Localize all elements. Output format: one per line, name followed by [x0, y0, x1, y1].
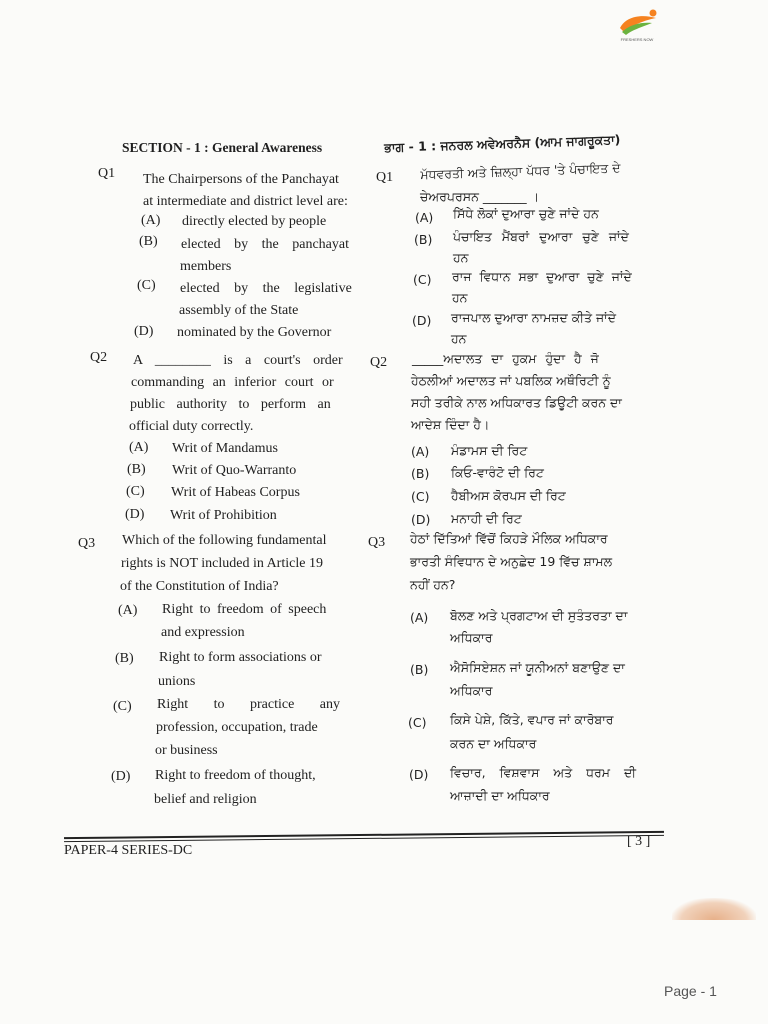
q3-option-c-text-punjabi: ਕਿਸੇ ਪੇਸ਼ੇ, ਕਿੱਤੇ, ਵਪਾਰ ਜਾਂ ਕਾਰੋਬਾਰ: [450, 712, 614, 727]
q1-option-b-text-punjabi: ਪੰਚਾਇਤ ਮੈਂਬਰਾਂ ਦੁਆਰਾ ਚੁਣੇ ਜਾਂਦੇ: [453, 229, 629, 244]
recruitment-logo: [612, 6, 662, 46]
q1-option-d-text-punjabi: ਰਾਜਪਾਲ ਦੁਆਰਾ ਨਾਮਜ਼ਦ ਕੀਤੇ ਜਾਂਦੇ: [451, 310, 616, 325]
q1-question-line-punjabi: ਚੇਅਰਪਰਸਨ _______ ।: [420, 189, 539, 204]
q1-option-d-text: nominated by the Governor: [177, 325, 332, 340]
q1-option-b-text: elected by the panchayat: [181, 237, 349, 252]
q1-option-b-label: (B): [139, 234, 158, 249]
q1-question-line-punjabi: ਮੱਧਵਰਤੀ ਅਤੇ ਜ਼ਿਲ੍ਹਾ ਪੱਧਰ 'ਤੇ ਪੰਚਾਇਤ ਦੇ: [420, 160, 621, 182]
q3-option-b-label: (B): [115, 651, 134, 666]
q1-option-c-text: assembly of the State: [179, 303, 299, 318]
q3-number-punjabi: Q3: [368, 535, 386, 550]
q3-option-c-label: (C): [113, 699, 132, 714]
q1-option-a-label-punjabi: (A): [415, 210, 434, 225]
q2-option-c-label-punjabi: (C): [411, 489, 430, 504]
q2-option-a-label-punjabi: (A): [411, 444, 430, 459]
q2-option-d-label-punjabi: (D): [411, 512, 431, 527]
section-title-english: SECTION - 1 : General Awareness: [122, 140, 323, 155]
q1-number-punjabi: Q1: [376, 170, 394, 185]
q3-option-d-text-punjabi: ਵਿਚਾਰ, ਵਿਸ਼ਵਾਸ ਅਤੇ ਧਰਮ ਦੀ: [450, 765, 637, 780]
section-title-punjabi: ਭਾਗ - 1 : ਜਨਰਲ ਅਵੇਅਰਨੈਸ (ਆਮ ਜਾਗਰੂਕਤਾ): [384, 131, 621, 155]
q3-question-line: of the Constitution of India?: [120, 579, 279, 594]
q3-option-c-label-punjabi: (C): [408, 715, 427, 730]
q3-question-line: Which of the following fundamental: [122, 533, 327, 548]
q1-question-line: at intermediate and district level are:: [143, 194, 348, 209]
q1-option-b-text: members: [180, 259, 232, 274]
q2-option-a-text: Writ of Mandamus: [172, 441, 278, 456]
paper-code: PAPER-4 SERIES-DC: [64, 843, 193, 858]
q2-option-c-label: (C): [126, 484, 145, 499]
q3-question-line-punjabi: ਹੇਠਾਂ ਦਿੱਤਿਆਂ ਵਿੱਚੋਂ ਕਿਹੜੇ ਮੌਲਿਕ ਅਧਿਕਾਰ: [410, 531, 608, 546]
q3-option-a-text: Right to freedom of speech: [162, 602, 327, 617]
q1-option-c-label: (C): [137, 278, 156, 293]
scan-smudge: [672, 898, 756, 920]
q1-option-d-label: (D): [134, 324, 154, 339]
q1-option-c-text-punjabi: ਰਾਜ ਵਿਧਾਨ ਸਭਾ ਦੁਆਰਾ ਚੁਣੇ ਜਾਂਦੇ: [452, 269, 632, 284]
q1-option-b-label-punjabi: (B): [414, 232, 433, 247]
q2-question-line: A ________ is a court's order: [133, 353, 343, 368]
q2-question-line-punjabi: ਸਹੀ ਤਰੀਕੇ ਨਾਲ ਅਧਿਕਾਰਤ ਡਿਊਟੀ ਕਰਨ ਦਾ: [411, 395, 622, 410]
q3-option-b-text: Right to form associations or: [159, 650, 322, 665]
q3-option-a-text-punjabi: ਅਧਿਕਾਰ: [450, 630, 493, 645]
q2-question-line-punjabi: ਹੇਠਲੀਆਂ ਅਦਾਲਤ ਜਾਂ ਪਬਲਿਕ ਅਥੌਰਿਟੀ ਨੂੰ: [411, 373, 611, 388]
q3-option-b-text: unions: [158, 674, 196, 689]
q3-question-line-punjabi: ਭਾਰਤੀ ਸੰਵਿਧਾਨ ਦੇ ਅਨੁਛੇਦ 19 ਵਿੱਚ ਸ਼ਾਮਲ: [410, 554, 613, 569]
q3-question-line-punjabi: ਨਹੀਂ ਹਨ?: [410, 577, 456, 592]
q3-option-a-text-punjabi: ਬੋਲਣ ਅਤੇ ਪ੍ਰਗਟਾਅ ਦੀ ਸੁਤੰਤਰਤਾ ਦਾ: [450, 608, 628, 623]
q3-question-line: rights is NOT included in Article 19: [121, 556, 323, 571]
q1-number-english: Q1: [98, 166, 116, 181]
q2-question-line-punjabi: _____ਅਦਾਲਤ ਦਾ ਹੁਕਮ ਹੁੰਦਾ ਹੈ ਜੋ: [412, 351, 599, 366]
q3-option-c-text: profession, occupation, trade: [156, 720, 318, 735]
q1-option-c-text-punjabi: ਹਨ: [452, 290, 468, 305]
q2-question-line: public authority to perform an: [130, 397, 331, 412]
q1-option-a-label: (A): [141, 213, 161, 228]
q2-option-c-text-punjabi: ਹੈਬੀਅਸ ਕੋਰਪਸ ਦੀ ਰਿਟ: [451, 488, 566, 503]
q2-question-line: official duty correctly.: [129, 419, 254, 434]
q3-option-d-label-punjabi: (D): [409, 767, 429, 782]
q3-option-d-text: Right to freedom of thought,: [155, 768, 316, 783]
q2-option-d-label: (D): [125, 507, 145, 522]
q1-option-b-text-punjabi: ਹਨ: [453, 250, 469, 265]
printed-page-number: [ 3 ]: [627, 834, 651, 849]
q2-option-b-text-punjabi: ਕਿਓ-ਵਾਰੰਟੋ ਦੀ ਰਿਟ: [451, 465, 544, 480]
q2-option-b-text: Writ of Quo-Warranto: [172, 463, 297, 478]
q1-option-d-label-punjabi: (D): [412, 313, 432, 328]
q1-option-c-label-punjabi: (C): [413, 272, 432, 287]
q1-question-line: The Chairpersons of the Panchayat: [143, 172, 339, 187]
q2-option-a-label: (A): [129, 440, 149, 455]
recruitment-logo-icon: [612, 6, 662, 38]
q1-option-a-text-punjabi: ਸਿੱਧੇ ਲੋਕਾਂ ਦੁਆਰਾ ਚੁਣੇ ਜਾਂਦੇ ਹਨ: [453, 206, 599, 221]
q2-option-d-text-punjabi: ਮਨਾਹੀ ਦੀ ਰਿਟ: [451, 511, 522, 526]
q2-option-a-text-punjabi: ਮੰਡਾਮਸ ਦੀ ਰਿਟ: [451, 443, 528, 458]
q2-number-punjabi: Q2: [370, 355, 388, 370]
q3-option-a-text: and expression: [161, 625, 245, 640]
q3-option-a-label-punjabi: (A): [410, 610, 429, 625]
q2-question-line-punjabi: ਆਦੇਸ਼ ਦਿੰਦਾ ਹੈ।: [411, 417, 490, 432]
q3-option-b-label-punjabi: (B): [410, 662, 429, 677]
q1-option-c-text: elected by the legislative: [180, 281, 352, 296]
q2-option-d-text: Writ of Prohibition: [170, 508, 277, 523]
q3-option-c-text: or business: [155, 743, 218, 758]
logo-text: FRESHERS NOW: [620, 37, 654, 42]
q1-option-d-text-punjabi: ਹਨ: [451, 331, 467, 346]
q2-option-c-text: Writ of Habeas Corpus: [171, 485, 300, 500]
q3-option-d-text-punjabi: ਆਜ਼ਾਦੀ ਦਾ ਅਧਿਕਾਰ: [450, 788, 550, 803]
q2-option-b-label-punjabi: (B): [411, 466, 430, 481]
q2-question-line: commanding an inferior court or: [131, 375, 334, 390]
q3-option-b-text-punjabi: ਐਸੋਸਿਏਸ਼ਨ ਜਾਂ ਯੂਨੀਅਨਾਂ ਬਣਾਉਣ ਦਾ: [450, 660, 625, 675]
q3-option-c-text-punjabi: ਕਰਨ ਦਾ ਅਧਿਕਾਰ: [450, 736, 537, 751]
q2-option-b-label: (B): [127, 462, 146, 477]
viewer-page-label: Page - 1: [664, 983, 717, 999]
q3-number-english: Q3: [78, 536, 96, 551]
q3-option-c-text: Right to practice any: [157, 697, 341, 712]
q3-option-d-text: belief and religion: [154, 792, 257, 807]
q3-option-a-label: (A): [118, 603, 138, 618]
q3-option-d-label: (D): [111, 769, 131, 784]
q2-number-english: Q2: [90, 350, 108, 365]
q3-option-b-text-punjabi: ਅਧਿਕਾਰ: [450, 683, 493, 698]
q1-option-a-text: directly elected by people: [182, 214, 327, 229]
